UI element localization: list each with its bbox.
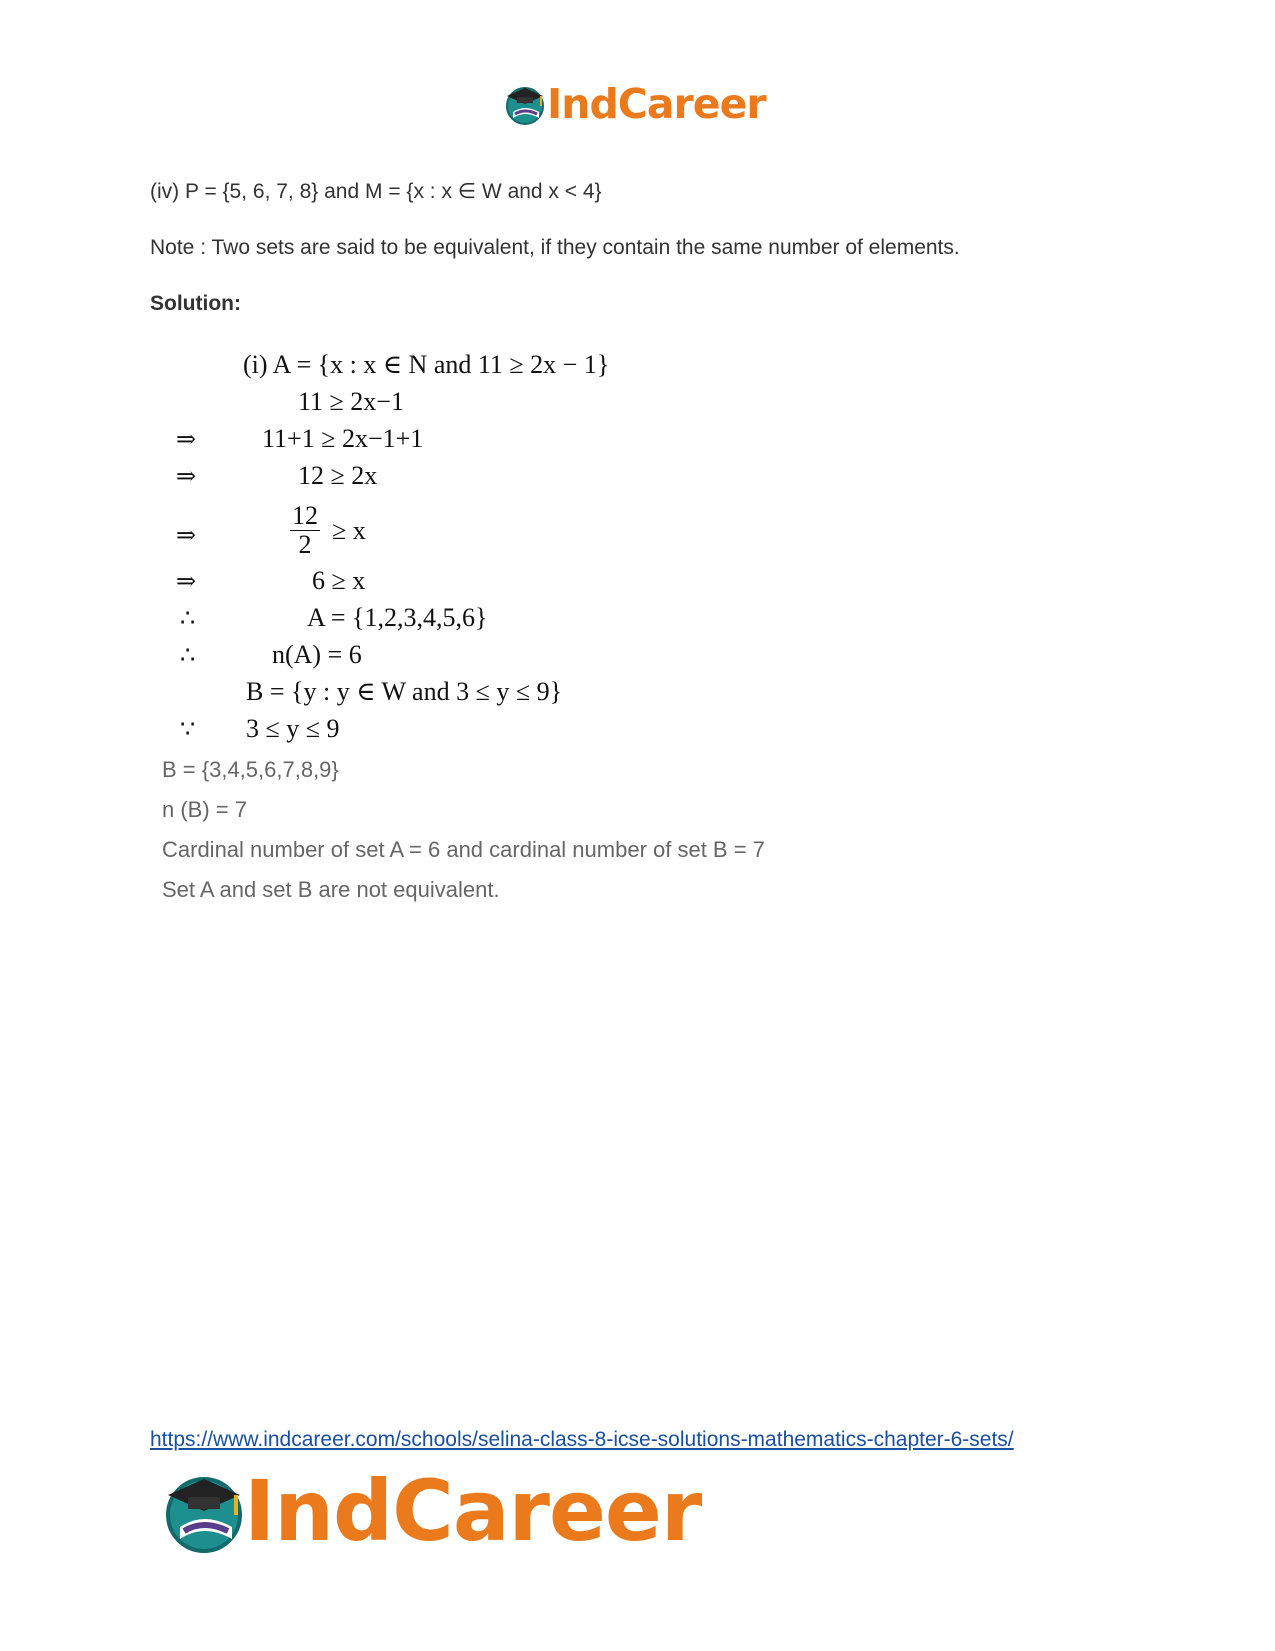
- question-text: (iv) P = {5, 6, 7, 8} and M = {x : x ∈ W and x < 4}: [150, 180, 602, 203]
- fraction-denominator: 2: [298, 530, 312, 559]
- result-line: B = {3,4,5,6,7,8,9}: [162, 757, 339, 782]
- therefore-symbol: ∴: [180, 641, 196, 669]
- graduation-cap-icon: [503, 82, 547, 126]
- math-line-7: A = {1,2,3,4,5,6}: [307, 603, 488, 632]
- result-line: n (B) = 7: [162, 797, 247, 822]
- math-line-10: 3 ≤ y ≤ 9: [246, 714, 340, 743]
- math-line-1: (i) A = {x : x ∈ N and 11 ≥ 2x − 1}: [243, 350, 610, 379]
- note-text: Note : Two sets are said to be equivalent, if they contain the same number of elements.: [150, 236, 960, 259]
- implies-symbol: ⇒: [176, 462, 197, 490]
- result-line: Cardinal number of set A = 6 and cardinal number of set B = 7: [162, 837, 765, 862]
- math-line-9: B = {y : y ∈ W and 3 ≤ y ≤ 9}: [246, 677, 563, 706]
- because-symbol: ∵: [180, 715, 196, 743]
- math-line-3: 11+1 ≥ 2x−1+1: [262, 424, 424, 453]
- math-line-8: n(A) = 6: [272, 640, 362, 669]
- header-logo: [503, 80, 766, 128]
- math-line-2: 11 ≥ 2x−1: [298, 387, 404, 416]
- therefore-symbol: ∴: [180, 604, 196, 632]
- implies-symbol: ⇒: [176, 567, 197, 595]
- solution-heading: Solution:: [150, 292, 241, 315]
- footer-logo: [160, 1463, 701, 1559]
- graduation-cap-icon: [160, 1467, 248, 1555]
- implies-symbol: ⇒: [176, 521, 197, 549]
- fraction: [290, 502, 320, 559]
- fraction-numerator: 12: [292, 501, 318, 530]
- result-line: Set A and set B are not equivalent.: [162, 877, 500, 902]
- source-link[interactable]: https://www.indcareer.com/schools/selina-class-8-icse-solutions-mathematics-chapter-6-sets/: [150, 1428, 1014, 1451]
- footer-logo-text: IndCareer: [244, 1462, 702, 1560]
- fraction-relation: ≥ x: [332, 515, 366, 545]
- math-line-6: 6 ≥ x: [312, 566, 366, 595]
- implies-symbol: ⇒: [176, 425, 197, 453]
- header-logo-text: IndCareer: [547, 80, 766, 128]
- math-line-5: [290, 502, 366, 559]
- math-line-4: 12 ≥ 2x: [298, 461, 378, 490]
